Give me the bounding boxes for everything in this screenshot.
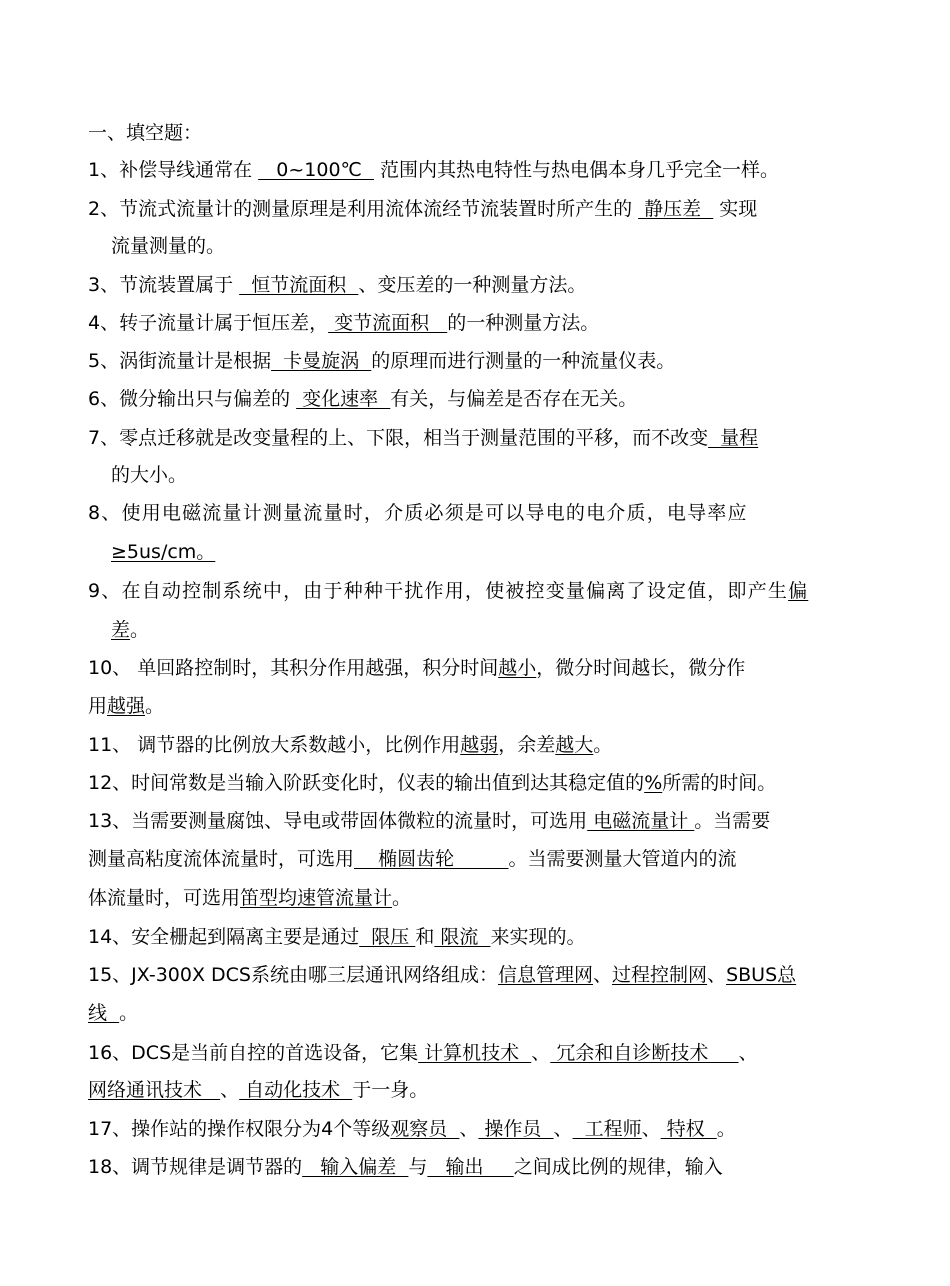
question-16 xyxy=(88,1040,878,1066)
question-text: 12、时间常数是当输入阶跃变化时，仪表的输出值到达其稳定值的 xyxy=(88,772,645,794)
question-8-cont xyxy=(111,539,901,565)
answer-blank: 自动化技术 xyxy=(239,1079,353,1101)
question-text: 用 xyxy=(88,695,108,717)
question-text: 、 xyxy=(593,964,613,986)
answer-blank: 过程控制网 xyxy=(612,964,708,986)
question-text: 。 xyxy=(392,887,412,909)
question-4 xyxy=(88,310,878,336)
answer-blank: 操作员 xyxy=(478,1118,554,1140)
question-15 xyxy=(88,962,878,988)
question-text: 、 xyxy=(459,1118,479,1140)
answer-blank: 输入偏差 xyxy=(302,1156,409,1178)
answer-blank: 笛型均速管流量计 xyxy=(240,887,393,909)
answer-blank: 越大 xyxy=(555,734,594,756)
question-12 xyxy=(88,770,878,796)
answer-blank: 越强 xyxy=(107,695,146,717)
question-text: 10、 单回路控制时，其积分作用越强，积分时间 xyxy=(88,657,499,679)
question-5 xyxy=(88,348,878,374)
answer-blank: ≥5us/cm。 xyxy=(111,541,216,563)
question-10 xyxy=(88,655,878,681)
question-text: 和 xyxy=(415,926,435,948)
answer-blank: 网络通讯技术 xyxy=(88,1079,221,1101)
question-13-cont-2 xyxy=(88,885,878,911)
question-9 xyxy=(88,578,878,604)
question-text: 流量测量的。 xyxy=(111,235,226,257)
question-text: 14、安全栅起到隔离主要是通过 xyxy=(88,926,360,948)
question-text: 。 xyxy=(716,1118,736,1140)
question-text: 。 xyxy=(119,1002,139,1024)
answer-blank: 偏 xyxy=(788,580,809,602)
question-text: 、 xyxy=(553,1118,573,1140)
answer-blank: SBUS总 xyxy=(726,964,797,986)
question-text: 18、调节规律是调节器的 xyxy=(88,1156,303,1178)
question-text: 5、涡街流量计是根据 xyxy=(88,350,272,372)
question-text: 、 xyxy=(531,1042,551,1064)
question-14 xyxy=(88,924,878,950)
question-text: 、 xyxy=(641,1118,661,1140)
answer-blank: 恒节流面积 xyxy=(239,274,359,296)
question-text: ，微分时间越长，微分作 xyxy=(536,657,746,679)
question-13 xyxy=(88,808,878,834)
answer-blank: 冗余和自诊断技术 xyxy=(550,1042,739,1064)
answer-blank: 限压 xyxy=(359,926,416,948)
question-7 xyxy=(88,425,878,451)
question-text: 4、转子流量计属于恒压差， xyxy=(88,312,329,334)
answer-blank: 0~100℃ xyxy=(258,159,374,181)
question-text: 与 xyxy=(408,1156,428,1178)
question-text: 15、JX-300X DCS系统由哪三层通讯网络组成： xyxy=(88,964,498,986)
question-text: 测量高粘度流体流量时，可选用 xyxy=(88,848,355,870)
question-text: 范围内其热电特性与热电偶本身几乎完全一样。 xyxy=(373,159,779,181)
question-text: 、 xyxy=(707,964,727,986)
question-text: 的一种测量方法。 xyxy=(447,312,600,334)
answer-blank: 差 xyxy=(111,619,131,641)
answer-blank: 特权 xyxy=(660,1118,717,1140)
question-text: 9、在自动控制系统中，由于种种干扰作用，使被控变量偏离了设定值，即产生 xyxy=(88,580,789,602)
question-text: 1、补偿导线通常在 xyxy=(88,159,259,181)
answer-blank: 线 xyxy=(88,1002,120,1024)
question-text: 13、当需要测量腐蚀、导电或带固体微粒的流量时，可选用 xyxy=(88,810,588,832)
question-text: 16、DCS是当前自控的首选设备，它集 xyxy=(88,1042,419,1064)
question-15-cont xyxy=(88,1000,878,1026)
question-6 xyxy=(88,386,878,412)
question-13-cont xyxy=(88,846,878,872)
answer-blank: 越弱 xyxy=(460,734,499,756)
question-17 xyxy=(88,1116,878,1142)
answer-blank: 电磁流量计 xyxy=(587,810,695,832)
question-text: 。 xyxy=(145,695,165,717)
answer-blank: 输出 xyxy=(427,1156,514,1178)
question-text: 。当需要测量大管道内的流 xyxy=(508,848,737,870)
question-text: 、 xyxy=(738,1042,758,1064)
answer-blank: 椭圆齿轮 xyxy=(354,848,509,870)
answer-blank: 卡曼旋涡 xyxy=(271,350,372,372)
question-1 xyxy=(88,157,878,183)
question-8 xyxy=(88,500,878,526)
question-text: 17、操作站的操作权限分为4个等级 xyxy=(88,1118,391,1140)
question-text: 、 xyxy=(220,1079,240,1101)
answer-blank: 观察员 xyxy=(390,1118,460,1140)
question-text: ，余差 xyxy=(498,734,556,756)
question-text: 所需的时间。 xyxy=(662,772,777,794)
question-text: 于一身。 xyxy=(352,1079,429,1101)
question-2-cont xyxy=(111,233,901,259)
answer-blank: 变化速率 xyxy=(296,388,391,410)
question-text: 。当需要 xyxy=(694,810,771,832)
question-text: 来实现的。 xyxy=(490,926,586,948)
question-2 xyxy=(88,196,878,222)
answer-blank: 限流 xyxy=(434,926,491,948)
question-text: 8、使用电磁流量计测量流量时，介质必须是可以导电的电介质，电导率应 xyxy=(88,502,748,524)
question-11 xyxy=(88,732,878,758)
question-text: 。 xyxy=(130,619,150,641)
answer-blank: 变节流面积 xyxy=(328,312,448,334)
answer-blank: 量程 xyxy=(708,427,759,449)
answer-blank: 信息管理网 xyxy=(498,964,594,986)
answer-blank: 越小 xyxy=(498,657,537,679)
question-text: 7、零点迁移就是改变量程的上、下限，相当于测量范围的平移，而不改变 xyxy=(88,427,709,449)
question-text: 之间成比例的规律，输入 xyxy=(513,1156,723,1178)
question-text: 2、节流式流量计的测量原理是利用流体流经节流装置时所产生的 xyxy=(88,198,639,220)
question-18 xyxy=(88,1154,878,1180)
answer-blank: 计算机技术 xyxy=(418,1042,532,1064)
question-7-cont xyxy=(111,462,901,488)
question-text: 实现 xyxy=(713,198,758,220)
question-text: 。 xyxy=(593,734,613,756)
question-text: 体流量时，可选用 xyxy=(88,887,241,909)
question-text: 有关，与偏差是否存在无关。 xyxy=(390,388,638,410)
question-text: 3、节流装置属于 xyxy=(88,274,240,296)
question-3 xyxy=(88,272,878,298)
section-heading xyxy=(88,120,878,146)
question-text: 6、微分输出只与偏差的 xyxy=(88,388,297,410)
question-9-cont xyxy=(111,617,901,643)
question-16-cont xyxy=(88,1077,878,1103)
answer-blank: % xyxy=(644,772,663,794)
question-text: 一、填空题： xyxy=(88,122,203,144)
question-10-cont xyxy=(88,693,878,719)
question-text: 、变压差的一种测量方法。 xyxy=(358,274,587,296)
question-text: 的原理而进行测量的一种流量仪表。 xyxy=(371,350,676,372)
answer-blank: 静压差 xyxy=(638,198,714,220)
question-text: 的大小。 xyxy=(111,464,188,486)
question-text: 11、 调节器的比例放大系数越小，比例作用 xyxy=(88,734,461,756)
answer-blank: 工程师 xyxy=(572,1118,642,1140)
